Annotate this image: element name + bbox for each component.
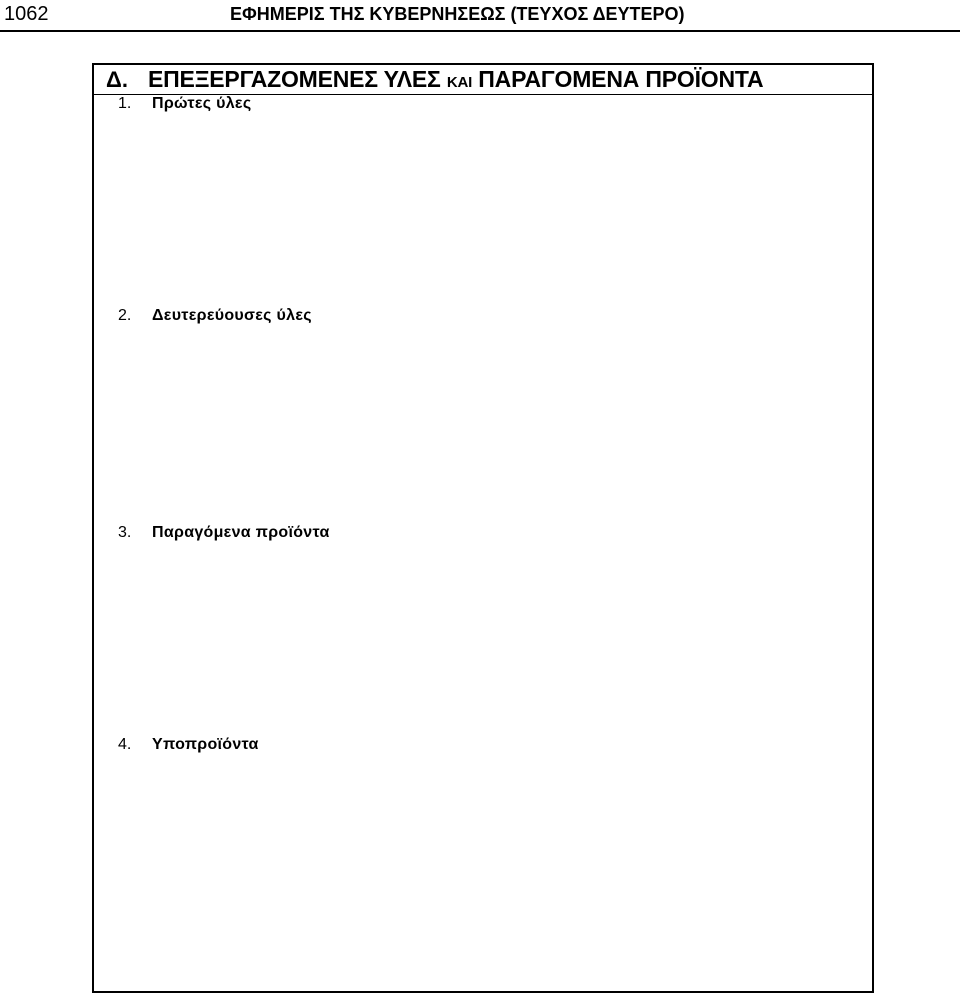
page-header <box>0 0 960 32</box>
item-number: 2. <box>118 307 132 324</box>
list-item-products <box>118 523 330 543</box>
item-number: 4. <box>118 736 132 753</box>
item-label: Παραγόμενα προϊόντα <box>152 524 330 541</box>
section-title-part1: ΕΠΕΞΕΡΓΑΖΟΜΕΝΕΣ ΥΛΕΣ <box>148 66 441 92</box>
item-label: Δευτερεύουσες ύλες <box>152 307 312 324</box>
item-label: Υποπροϊόντα <box>152 736 259 753</box>
list-item-by-products <box>118 735 259 755</box>
item-number: 3. <box>118 524 132 541</box>
gazette-title: ΕΦΗΜΕΡΙΣ ΤΗΣ ΚΥΒΕΡΝΗΣΕΩΣ (ΤΕΥΧΟΣ ΔΕΥΤΕΡΟ) <box>230 4 685 24</box>
list-item-secondary-materials <box>118 306 312 326</box>
section-letter: Δ. <box>106 67 128 92</box>
item-number: 1. <box>118 95 132 112</box>
section-heading <box>94 65 872 95</box>
form-section-box <box>92 63 874 993</box>
section-title-part2: ΠΑΡΑΓΟΜΕΝΑ ΠΡΟΪΟΝΤΑ <box>478 66 764 92</box>
section-title <box>148 66 763 96</box>
page-number: 1062 <box>4 3 49 25</box>
section-title-conjunction: ΚΑΙ <box>446 74 473 91</box>
list-item-raw-materials <box>118 94 251 114</box>
item-label: Πρώτες ύλες <box>152 95 252 112</box>
